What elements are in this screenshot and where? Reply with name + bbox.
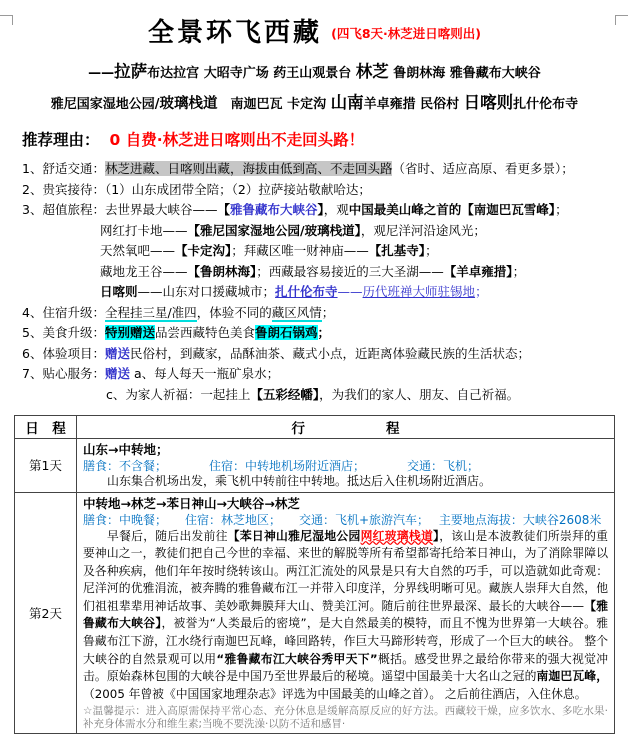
table-header-plan: 行 程: [77, 416, 615, 439]
reason-text: 林芝进藏、日喀则出藏，海拔由低到高、不走回头路（省时、适应高原、看更多景）；: [104, 161, 574, 176]
reason-label: 1、舒适交通：: [22, 161, 105, 176]
title-line: [14, 12, 615, 49]
day-2-label: 第2天: [15, 492, 77, 734]
day-2-plan-cell: [77, 492, 615, 734]
reason-item-2: [22, 180, 615, 201]
reason-text: 赠送民俗村，到藏家，品酥油茶、藏式小点，近距离体验藏民族的生活状态；: [104, 345, 530, 361]
table-header-row: [15, 416, 615, 439]
day-1-route-title: 山东→中转地；: [83, 442, 169, 457]
reason-item-4: [22, 303, 615, 324]
day-2-route-title: 中转地→林芝→苯日神山→大峡谷→林芝: [83, 495, 300, 511]
itinerary-table: [14, 415, 615, 734]
reason-label: 5、美食升级：: [22, 325, 105, 340]
table-header-day: 日 程: [15, 416, 77, 439]
reasons-slogan: 0 自费·林芝进日喀则出不走回头路！: [109, 131, 365, 149]
reason-item-7-cont: [22, 385, 615, 406]
page-margin-mark-right: [615, 15, 628, 25]
reason-text: c、为家人祈福：一起挂上【五彩经幡】，为我们的家人、朋友、自己祈福。: [106, 386, 520, 402]
reason-text: 日喀则——山东对口援藏城市；扎什伦布寺——历代班禅大师驻锡地；: [100, 284, 488, 299]
reason-item-3-cont-3: [22, 262, 615, 283]
reason-text: 特别赠送品尝西藏特色美食鲁朗石锅鸡；: [104, 325, 331, 340]
day-2-meta-info: 膳食：中晚餐； 住宿：林芝地区； 交通：飞机+旅游汽车； 主要地点海拔：大峡谷2608米: [83, 512, 602, 527]
reason-label: 6、体验项目：: [22, 345, 105, 361]
reason-item-3-cont-4: [22, 282, 615, 303]
day-1-meta-info: 膳食：不含餐； 住宿：中转地机场附近酒店； 交通：飞机；: [83, 459, 480, 473]
reason-item-5: [22, 323, 615, 344]
reason-item-6: [22, 344, 615, 365]
reason-text: 网红打卡地——【雅尼国家湿地公园/玻璃栈道】，观尼洋河沿途风光；: [100, 222, 486, 238]
page-title-note: (四飞8天·林芝进日喀则出): [331, 26, 481, 41]
page-margin-mark-left: [0, 15, 13, 25]
day-1-description: 山东集合机场出发，乘飞机中转前往中转地。抵达后入住机场附近酒店。: [107, 474, 492, 488]
reason-label: 4、住宿升级：: [22, 304, 105, 320]
route-line-1: ——拉萨布达拉宫 大昭寺广场 药王山观景台 林芝 鲁朗林海 雅鲁藏布大峡谷: [88, 62, 541, 81]
reason-item-7: [22, 364, 615, 385]
reason-item-3-cont-1: [22, 221, 615, 242]
reason-text: 赠送 a、每人每天一瓶矿泉水；: [104, 366, 280, 381]
reason-text: 去世界最大峡谷——【雅鲁藏布大峡谷】，观中国最美山峰之首的【南迦巴瓦雪峰】；: [104, 202, 568, 217]
day-2-warm-tip: ☆温馨提示：进入高原需保持平常心态、充分休息是缓解高原反应的好方法。西藏较干燥，应多饮水、多吃水果·补充身体需水分和维生素;当晚不要洗澡·以防不适和感冒·: [83, 705, 608, 731]
reason-item-1: [22, 159, 615, 180]
day-1-plan-cell: [77, 439, 615, 493]
reason-item-3: [22, 200, 615, 221]
reason-label: 2、贵宾接待：: [22, 181, 105, 197]
reason-label: 3、超值旅程：: [22, 202, 105, 217]
document-page: [0, 12, 629, 734]
reasons-heading: [22, 128, 615, 150]
route-line-2: 雅尼国家湿地公园/玻璃栈道 南迦巴瓦 卡定沟 山南羊卓雍措 民俗村 日喀则扎什伦布寺: [50, 93, 579, 112]
day-1-row: [15, 439, 615, 493]
reason-item-3-cont-2: [22, 241, 615, 262]
reason-label: 7、贴心服务：: [22, 366, 105, 381]
day-1-label: 第1天: [15, 439, 77, 493]
reason-text: （1）山东成团带全陪；（2）拉萨接站敬献哈达；: [104, 181, 371, 197]
reasons-list: [22, 159, 615, 405]
reason-text: 全程挂三星/准四，体验不同的藏区风情；: [104, 304, 335, 320]
reasons-heading-label: 推荐理由：: [22, 131, 100, 149]
page-title: 全景环飞西藏: [148, 18, 323, 48]
reason-text: 藏地龙王谷——【鲁朗林海】；西藏最容易接近的三大圣湖——【羊卓雍措】；: [100, 263, 526, 279]
day-2-row: [15, 492, 615, 734]
reason-text: 天然氧吧——【卡定沟】；拜藏区唯一财神庙——【扎基寺】；: [100, 243, 438, 258]
day-2-description: 早餐后，随后出发前往【苯日神山雅尼湿地公园网红玻璃栈道】，该山是本波教徒们所崇拜的重要神山之一，教徒们把自己今世的幸福、来世的解脱等所有希望都寄托给苯日神山，为了消除罪障以及各种疾病，他们年年按时绕转该山。两江汇流处的风景是只有大自然的巧手，可以造就如此奇观：尼洋河的优雅涓流，被奔腾的雅鲁藏布江一并带入印度洋，分界线明晰可见。藏族人崇拜大自然，他们祖祖辈辈用神话故事、美妙歌舞膜拜大山、赞美江河。随后前往世界最深、最长的大峡谷——【雅鲁藏布大峡谷】，被誉为“人类最后的密境”，是大自然最美的模特，而且不愧为世界第一大峡谷。雅鲁藏布江下游，江水绕行南迦巴瓦峰，峰回路转，作巨大马蹄形转弯，形成了一个巨大的峡谷。 整个大峡谷的自然景观可以用“雅鲁藏布江大峡谷秀甲天下”概括。感受世界之最给你带来的强大视觉冲击。原始森林包围的大峡谷是中国乃至世界最后的秘境。遥望中国最美十大名山之冠的南迦巴瓦峰，（2005 年曾被《中国国家地理杂志》评选为中国最美的山峰之首）。 之后前往酒店，入住休息。: [83, 528, 608, 701]
